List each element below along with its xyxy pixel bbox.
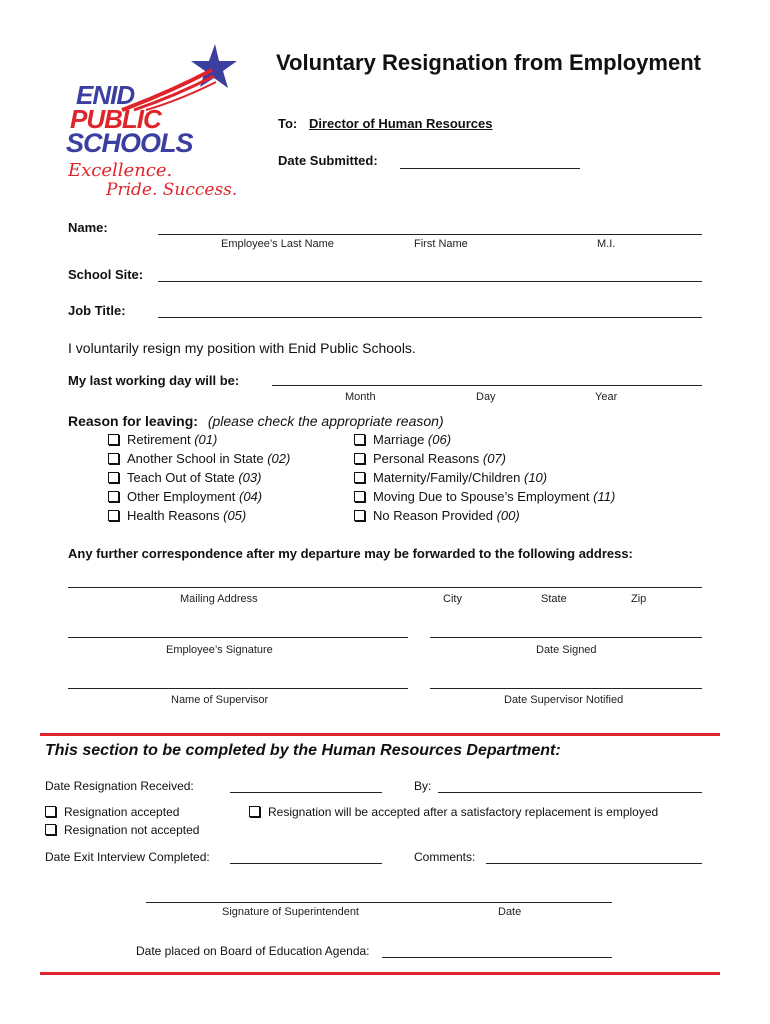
to-label: To: — [278, 116, 298, 131]
checkbox-maternity[interactable]: Maternity/Family/Children (10) — [354, 470, 547, 485]
address-field[interactable] — [68, 587, 702, 588]
checkbox-marriage[interactable]: Marriage (06) — [354, 432, 451, 447]
superintendent-signature-field[interactable] — [146, 902, 612, 903]
mi-caption: M.I. — [597, 238, 616, 250]
superintendent-signature-caption: Signature of Superintendent — [222, 906, 359, 918]
last-day-field[interactable] — [272, 385, 702, 386]
reason-heading — [68, 413, 444, 429]
checkbox-no-reason[interactable]: No Reason Provided (00) — [354, 508, 520, 523]
date-signed-field[interactable] — [430, 637, 702, 638]
checkbox-another-school[interactable]: Another School in State (02) — [108, 451, 290, 466]
last-day-label: My last working day will be: — [68, 373, 240, 388]
superintendent-date-caption: Date — [498, 906, 522, 918]
job-title-label: Job Title: — [68, 303, 126, 318]
checkbox-spouse[interactable]: Moving Due to Spouse’s Employment (11) — [354, 489, 615, 504]
job-title-field[interactable] — [158, 317, 702, 318]
state-caption: State — [541, 593, 567, 605]
to-value: Director of Human Resources — [309, 116, 493, 131]
hr-section-title: This section to be completed by the Human Resources Department: — [45, 742, 561, 759]
by-label: By: — [414, 779, 432, 793]
logo-tagline-1: Excellence. — [68, 160, 173, 181]
supervisor-name-field[interactable] — [68, 688, 408, 689]
first-name-caption: First Name — [414, 238, 468, 250]
day-caption: Day — [476, 391, 496, 403]
name-label: Name: — [68, 220, 108, 235]
comments-label: Comments: — [414, 850, 476, 864]
checkbox-personal[interactable]: Personal Reasons (07) — [354, 451, 506, 466]
mailing-caption: Mailing Address — [180, 593, 258, 605]
board-agenda-field[interactable] — [382, 957, 612, 958]
resign-statement: I voluntarily resign my position with Enid Public Schools. — [68, 340, 416, 356]
comments-field[interactable] — [486, 863, 702, 864]
supervisor-notified-field[interactable] — [430, 688, 702, 689]
date-submitted-label: Date Submitted: — [278, 153, 378, 168]
board-agenda-label: Date placed on Board of Education Agenda: — [136, 944, 370, 958]
last-name-caption: Employee’s Last Name — [221, 238, 334, 250]
logo-enid: ENID — [76, 80, 135, 110]
month-caption: Month — [345, 391, 376, 403]
exit-interview-field[interactable] — [230, 863, 382, 864]
date-submitted-field[interactable] — [400, 168, 580, 169]
hr-bottom-divider — [40, 972, 720, 975]
checkbox-out-of-state[interactable]: Teach Out of State (03) — [108, 470, 261, 485]
district-logo — [60, 40, 260, 210]
hr-top-divider — [40, 733, 720, 736]
exit-interview-label: Date Exit Interview Completed: — [45, 850, 210, 864]
date-received-label: Date Resignation Received: — [45, 779, 194, 793]
date-received-field[interactable] — [230, 792, 382, 793]
name-field[interactable] — [158, 234, 702, 235]
reason-label: Reason for leaving: — [68, 413, 198, 429]
supervisor-name-caption: Name of Supervisor — [171, 694, 269, 706]
employee-signature-field[interactable] — [68, 637, 408, 638]
address-label: Any further correspondence after my departure may be forwarded to the following address: — [68, 546, 633, 561]
year-caption: Year — [595, 391, 618, 403]
supervisor-notified-caption: Date Supervisor Notified — [504, 694, 624, 706]
logo-tagline-2: Pride. Success. — [106, 180, 238, 200]
checkbox-retirement[interactable]: Retirement (01) — [108, 432, 217, 447]
city-caption: City — [443, 593, 462, 605]
by-field[interactable] — [438, 792, 702, 793]
checkbox-health[interactable]: Health Reasons (05) — [108, 508, 246, 523]
date-signed-caption: Date Signed — [536, 644, 597, 656]
checkbox-other-employment[interactable]: Other Employment (04) — [108, 489, 262, 504]
checkbox-resignation-accepted[interactable]: Resignation accepted — [45, 805, 179, 819]
school-site-label: School Site: — [68, 267, 144, 282]
reason-hint: (please check the appropriate reason) — [207, 413, 444, 429]
page-title: Voluntary Resignation from Employment — [276, 50, 701, 75]
logo-public: PUBLIC — [70, 104, 161, 134]
logo-schools: SCHOOLS — [66, 128, 193, 158]
zip-caption: Zip — [631, 593, 647, 605]
school-site-field[interactable] — [158, 281, 702, 282]
employee-signature-caption: Employee’s Signature — [166, 644, 273, 656]
checkbox-accepted-after-replacement[interactable]: Resignation will be accepted after a satisfactory replacement is employed — [249, 805, 658, 819]
checkbox-resignation-not-accepted[interactable]: Resignation not accepted — [45, 823, 199, 837]
